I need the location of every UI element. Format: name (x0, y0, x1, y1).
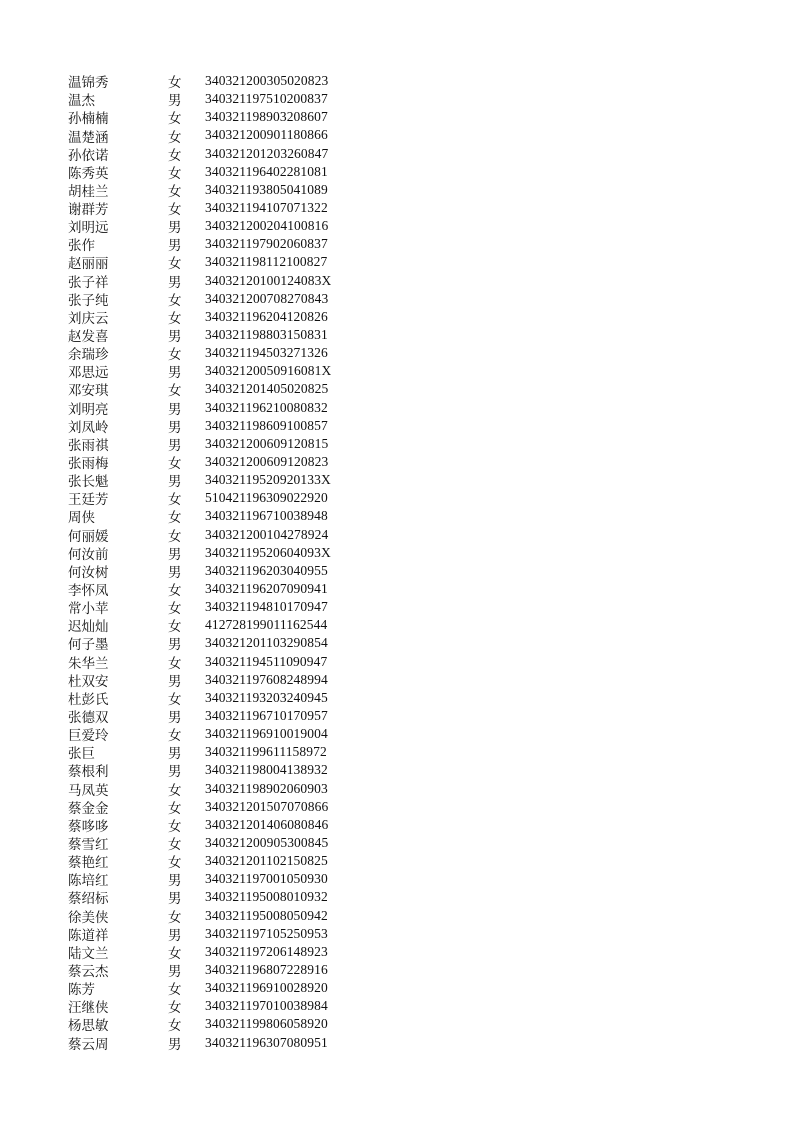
table-row (68, 90, 331, 108)
person-gender: 女 (168, 492, 182, 509)
person-name: 蔡云周 (68, 1036, 109, 1053)
id-number: 340321196402281081 (205, 163, 328, 179)
table-row (68, 580, 331, 598)
person-gender: 女 (168, 75, 182, 92)
table-row (68, 707, 331, 725)
person-gender: 女 (168, 945, 182, 962)
id-number: 340321194503271326 (205, 345, 328, 361)
table-row (68, 489, 331, 507)
id-number: 340321194107071322 (205, 200, 328, 216)
id-number: 340321196910028920 (205, 980, 328, 996)
person-name: 陆文兰 (68, 945, 109, 962)
person-gender: 男 (168, 329, 182, 346)
person-gender: 男 (168, 873, 182, 890)
id-number: 510421196309022920 (205, 490, 328, 506)
table-row (68, 272, 331, 290)
person-name: 何汝前 (68, 546, 109, 563)
person-name: 蔡金金 (68, 800, 109, 817)
person-gender: 女 (168, 855, 182, 872)
table-row (68, 181, 331, 199)
id-number: 340321197105250953 (205, 925, 328, 941)
table-row (68, 997, 331, 1015)
person-gender: 男 (168, 274, 182, 291)
person-name: 张德双 (68, 710, 109, 726)
person-name: 张雨梅 (68, 456, 109, 473)
person-gender: 女 (168, 619, 182, 636)
person-name: 张巨 (68, 746, 95, 763)
person-name: 王廷芳 (68, 492, 109, 509)
table-row (68, 634, 331, 652)
person-gender: 女 (168, 202, 182, 219)
person-gender: 男 (168, 401, 182, 418)
id-number: 340321196210080832 (205, 399, 328, 415)
person-gender: 女 (168, 818, 182, 835)
id-number: 340321198903208607 (205, 109, 328, 125)
person-name: 谢群芳 (68, 202, 109, 219)
table-row (68, 526, 331, 544)
person-name: 张作 (68, 238, 95, 255)
id-number: 340321193805041089 (205, 181, 328, 197)
table-row (68, 906, 331, 924)
person-name: 李怀凤 (68, 583, 109, 600)
person-name: 巨爱玲 (68, 728, 109, 745)
person-name: 刘凤岭 (68, 419, 109, 436)
person-gender: 女 (168, 310, 182, 327)
table-row (68, 816, 331, 834)
table-row (68, 544, 331, 562)
person-gender: 男 (168, 637, 182, 654)
person-name: 陈秀英 (68, 165, 109, 182)
id-number: 340321200609120823 (205, 454, 329, 470)
id-number: 340321201203260847 (205, 145, 329, 161)
id-number: 340321199806058920 (205, 1016, 328, 1032)
id-number: 340321194810170947 (205, 599, 328, 615)
table-row (68, 870, 331, 888)
id-number: 340321201507070866 (205, 798, 329, 814)
person-name: 张雨祺 (68, 437, 109, 454)
person-gender: 男 (168, 764, 182, 781)
table-row (68, 852, 331, 870)
id-number: 340321200609120815 (205, 435, 329, 451)
person-name: 蔡雪红 (68, 836, 109, 853)
table-row (68, 1015, 331, 1033)
person-name: 刘庆云 (68, 310, 109, 327)
table-row (68, 834, 331, 852)
person-gender: 男 (168, 365, 182, 382)
id-number: 340321197608248994 (205, 671, 328, 687)
person-name: 蔡艳红 (68, 855, 109, 872)
person-gender: 男 (168, 546, 182, 563)
table-row (68, 725, 331, 743)
person-gender: 女 (168, 982, 182, 999)
id-number: 340321197510200837 (205, 91, 328, 107)
id-number: 340321196710038948 (205, 508, 328, 524)
table-row (68, 362, 331, 380)
person-name: 蔡绍标 (68, 891, 109, 908)
table-row (68, 1033, 331, 1051)
person-gender: 女 (168, 909, 182, 926)
person-name: 马凤英 (68, 782, 109, 799)
table-row (68, 380, 331, 398)
person-gender: 女 (168, 728, 182, 745)
person-gender: 女 (168, 347, 182, 364)
table-row (68, 798, 331, 816)
person-name: 何丽媛 (68, 528, 109, 545)
id-number: 340321201103290854 (205, 635, 328, 651)
person-name: 张子纯 (68, 292, 109, 309)
person-gender: 男 (168, 220, 182, 237)
person-gender: 女 (168, 147, 182, 164)
id-number: 340321195008010932 (205, 889, 328, 905)
person-name: 张长魁 (68, 474, 109, 491)
roster-table (68, 72, 331, 1052)
table-row (68, 925, 331, 943)
table-row (68, 689, 331, 707)
person-name: 胡桂兰 (68, 183, 109, 200)
person-name: 邓思远 (68, 365, 109, 382)
table-row (68, 435, 331, 453)
person-gender: 女 (168, 782, 182, 799)
id-number: 340321197902060837 (205, 236, 328, 252)
id-number: 340321201102150825 (205, 853, 328, 869)
person-gender: 女 (168, 292, 182, 309)
id-number: 340321197206148923 (205, 943, 328, 959)
id-number: 340321200708270843 (205, 290, 329, 306)
person-gender: 女 (168, 129, 182, 146)
person-gender: 女 (168, 510, 182, 527)
table-row (68, 308, 331, 326)
person-gender: 女 (168, 456, 182, 473)
table-row (68, 235, 331, 253)
id-number: 340321200901180866 (205, 127, 328, 143)
table-row (68, 417, 331, 435)
person-gender: 女 (168, 583, 182, 600)
person-name: 蔡云杰 (68, 963, 109, 980)
id-number: 340321198004138932 (205, 762, 328, 778)
table-row (68, 326, 331, 344)
table-row (68, 471, 331, 489)
person-name: 朱华兰 (68, 655, 109, 672)
person-name: 陈芳 (68, 982, 95, 999)
table-row (68, 72, 331, 90)
table-row (68, 979, 331, 997)
person-name: 何汝树 (68, 564, 109, 581)
id-number: 34032119520604093X (205, 544, 331, 560)
person-name: 迟灿灿 (68, 619, 109, 636)
person-gender: 男 (168, 93, 182, 110)
table-row (68, 145, 331, 163)
table-row (68, 598, 331, 616)
person-name: 余瑞珍 (68, 347, 109, 364)
person-gender: 女 (168, 183, 182, 200)
person-name: 陈培红 (68, 873, 109, 890)
person-name: 周侠 (68, 510, 95, 527)
person-name: 刘明亮 (68, 401, 109, 418)
table-row (68, 671, 331, 689)
table-row (68, 290, 331, 308)
person-gender: 男 (168, 564, 182, 581)
table-row (68, 562, 331, 580)
id-number: 340321200104278924 (205, 526, 329, 542)
id-number: 340321198112100827 (205, 254, 328, 270)
person-gender: 女 (168, 601, 182, 618)
table-row (68, 961, 331, 979)
person-gender: 女 (168, 165, 182, 182)
person-gender: 男 (168, 673, 182, 690)
person-name: 蔡哆哆 (68, 818, 109, 835)
person-gender: 男 (168, 437, 182, 454)
person-name: 汪继侠 (68, 1000, 109, 1017)
person-gender: 男 (168, 419, 182, 436)
person-name: 刘明远 (68, 220, 109, 237)
id-number: 340321196203040955 (205, 562, 328, 578)
person-name: 温锦秀 (68, 75, 109, 92)
person-gender: 女 (168, 1018, 182, 1035)
person-name: 杜双安 (68, 673, 109, 690)
id-number: 340321201405020825 (205, 381, 329, 397)
id-number: 340321193203240945 (205, 689, 328, 705)
person-gender: 男 (168, 238, 182, 255)
id-number: 340321201406080846 (205, 816, 329, 832)
id-number: 34032120100124083X (205, 272, 332, 288)
table-row (68, 743, 331, 761)
table-row (68, 163, 331, 181)
person-gender: 男 (168, 710, 182, 726)
person-gender: 女 (168, 800, 182, 817)
id-number: 34032119520920133X (205, 472, 331, 488)
id-number: 340321199611158972 (205, 744, 327, 760)
person-name: 赵发喜 (68, 329, 109, 346)
person-name: 孙楠楠 (68, 111, 109, 128)
id-number: 340321196807228916 (205, 961, 328, 977)
id-number: 340321194511090947 (205, 653, 328, 669)
person-name: 张子祥 (68, 274, 109, 291)
person-gender: 女 (168, 655, 182, 672)
table-row (68, 108, 331, 126)
person-name: 杜彭氏 (68, 691, 109, 708)
person-gender: 男 (168, 963, 182, 980)
id-number: 340321198902060903 (205, 780, 328, 796)
person-gender: 女 (168, 691, 182, 708)
table-row (68, 344, 331, 362)
table-row (68, 616, 331, 634)
id-number: 340321197001050930 (205, 871, 328, 887)
person-gender: 男 (168, 891, 182, 908)
id-number: 340321196204120826 (205, 308, 328, 324)
id-number: 340321200305020823 (205, 73, 329, 89)
person-gender: 男 (168, 927, 182, 944)
id-number: 340321200905300845 (205, 834, 329, 850)
person-gender: 女 (168, 383, 182, 400)
person-name: 邓安琪 (68, 383, 109, 400)
person-gender: 男 (168, 746, 182, 763)
id-number: 340321197010038984 (205, 998, 328, 1014)
id-number: 340321198803150831 (205, 327, 328, 343)
person-name: 蔡根利 (68, 764, 109, 781)
table-row (68, 943, 331, 961)
person-name: 孙依诺 (68, 147, 109, 164)
person-gender: 女 (168, 111, 182, 128)
person-name: 徐美侠 (68, 909, 109, 926)
table-row (68, 779, 331, 797)
person-name: 温杰 (68, 93, 95, 110)
id-number: 340321196910019004 (205, 726, 328, 742)
table-row (68, 199, 331, 217)
id-number: 412728199011162544 (205, 617, 328, 633)
person-name: 常小苹 (68, 601, 109, 618)
id-number: 340321196710170957 (205, 707, 328, 723)
table-row (68, 507, 331, 525)
table-row (68, 126, 331, 144)
person-gender: 女 (168, 836, 182, 853)
table-row (68, 453, 331, 471)
id-number: 340321196207090941 (205, 581, 328, 596)
person-name: 赵丽丽 (68, 256, 109, 273)
person-gender: 男 (168, 474, 182, 491)
table-row (68, 217, 331, 235)
id-number: 34032120050916081X (205, 363, 332, 379)
person-name: 杨思敏 (68, 1018, 109, 1035)
table-row (68, 653, 331, 671)
table-row (68, 399, 331, 417)
person-gender: 男 (168, 1036, 182, 1053)
id-number: 340321200204100816 (205, 218, 329, 234)
table-row (68, 253, 331, 271)
person-gender: 女 (168, 528, 182, 545)
table-row (68, 761, 331, 779)
person-gender: 女 (168, 256, 182, 273)
person-name: 何子墨 (68, 637, 109, 654)
person-name: 陈道祥 (68, 927, 109, 944)
person-name: 温楚涵 (68, 129, 109, 146)
table-row (68, 888, 331, 906)
id-number: 340321196307080951 (205, 1034, 328, 1050)
id-number: 340321195008050942 (205, 907, 328, 923)
person-gender: 女 (168, 1000, 182, 1017)
id-number: 340321198609100857 (205, 417, 328, 433)
